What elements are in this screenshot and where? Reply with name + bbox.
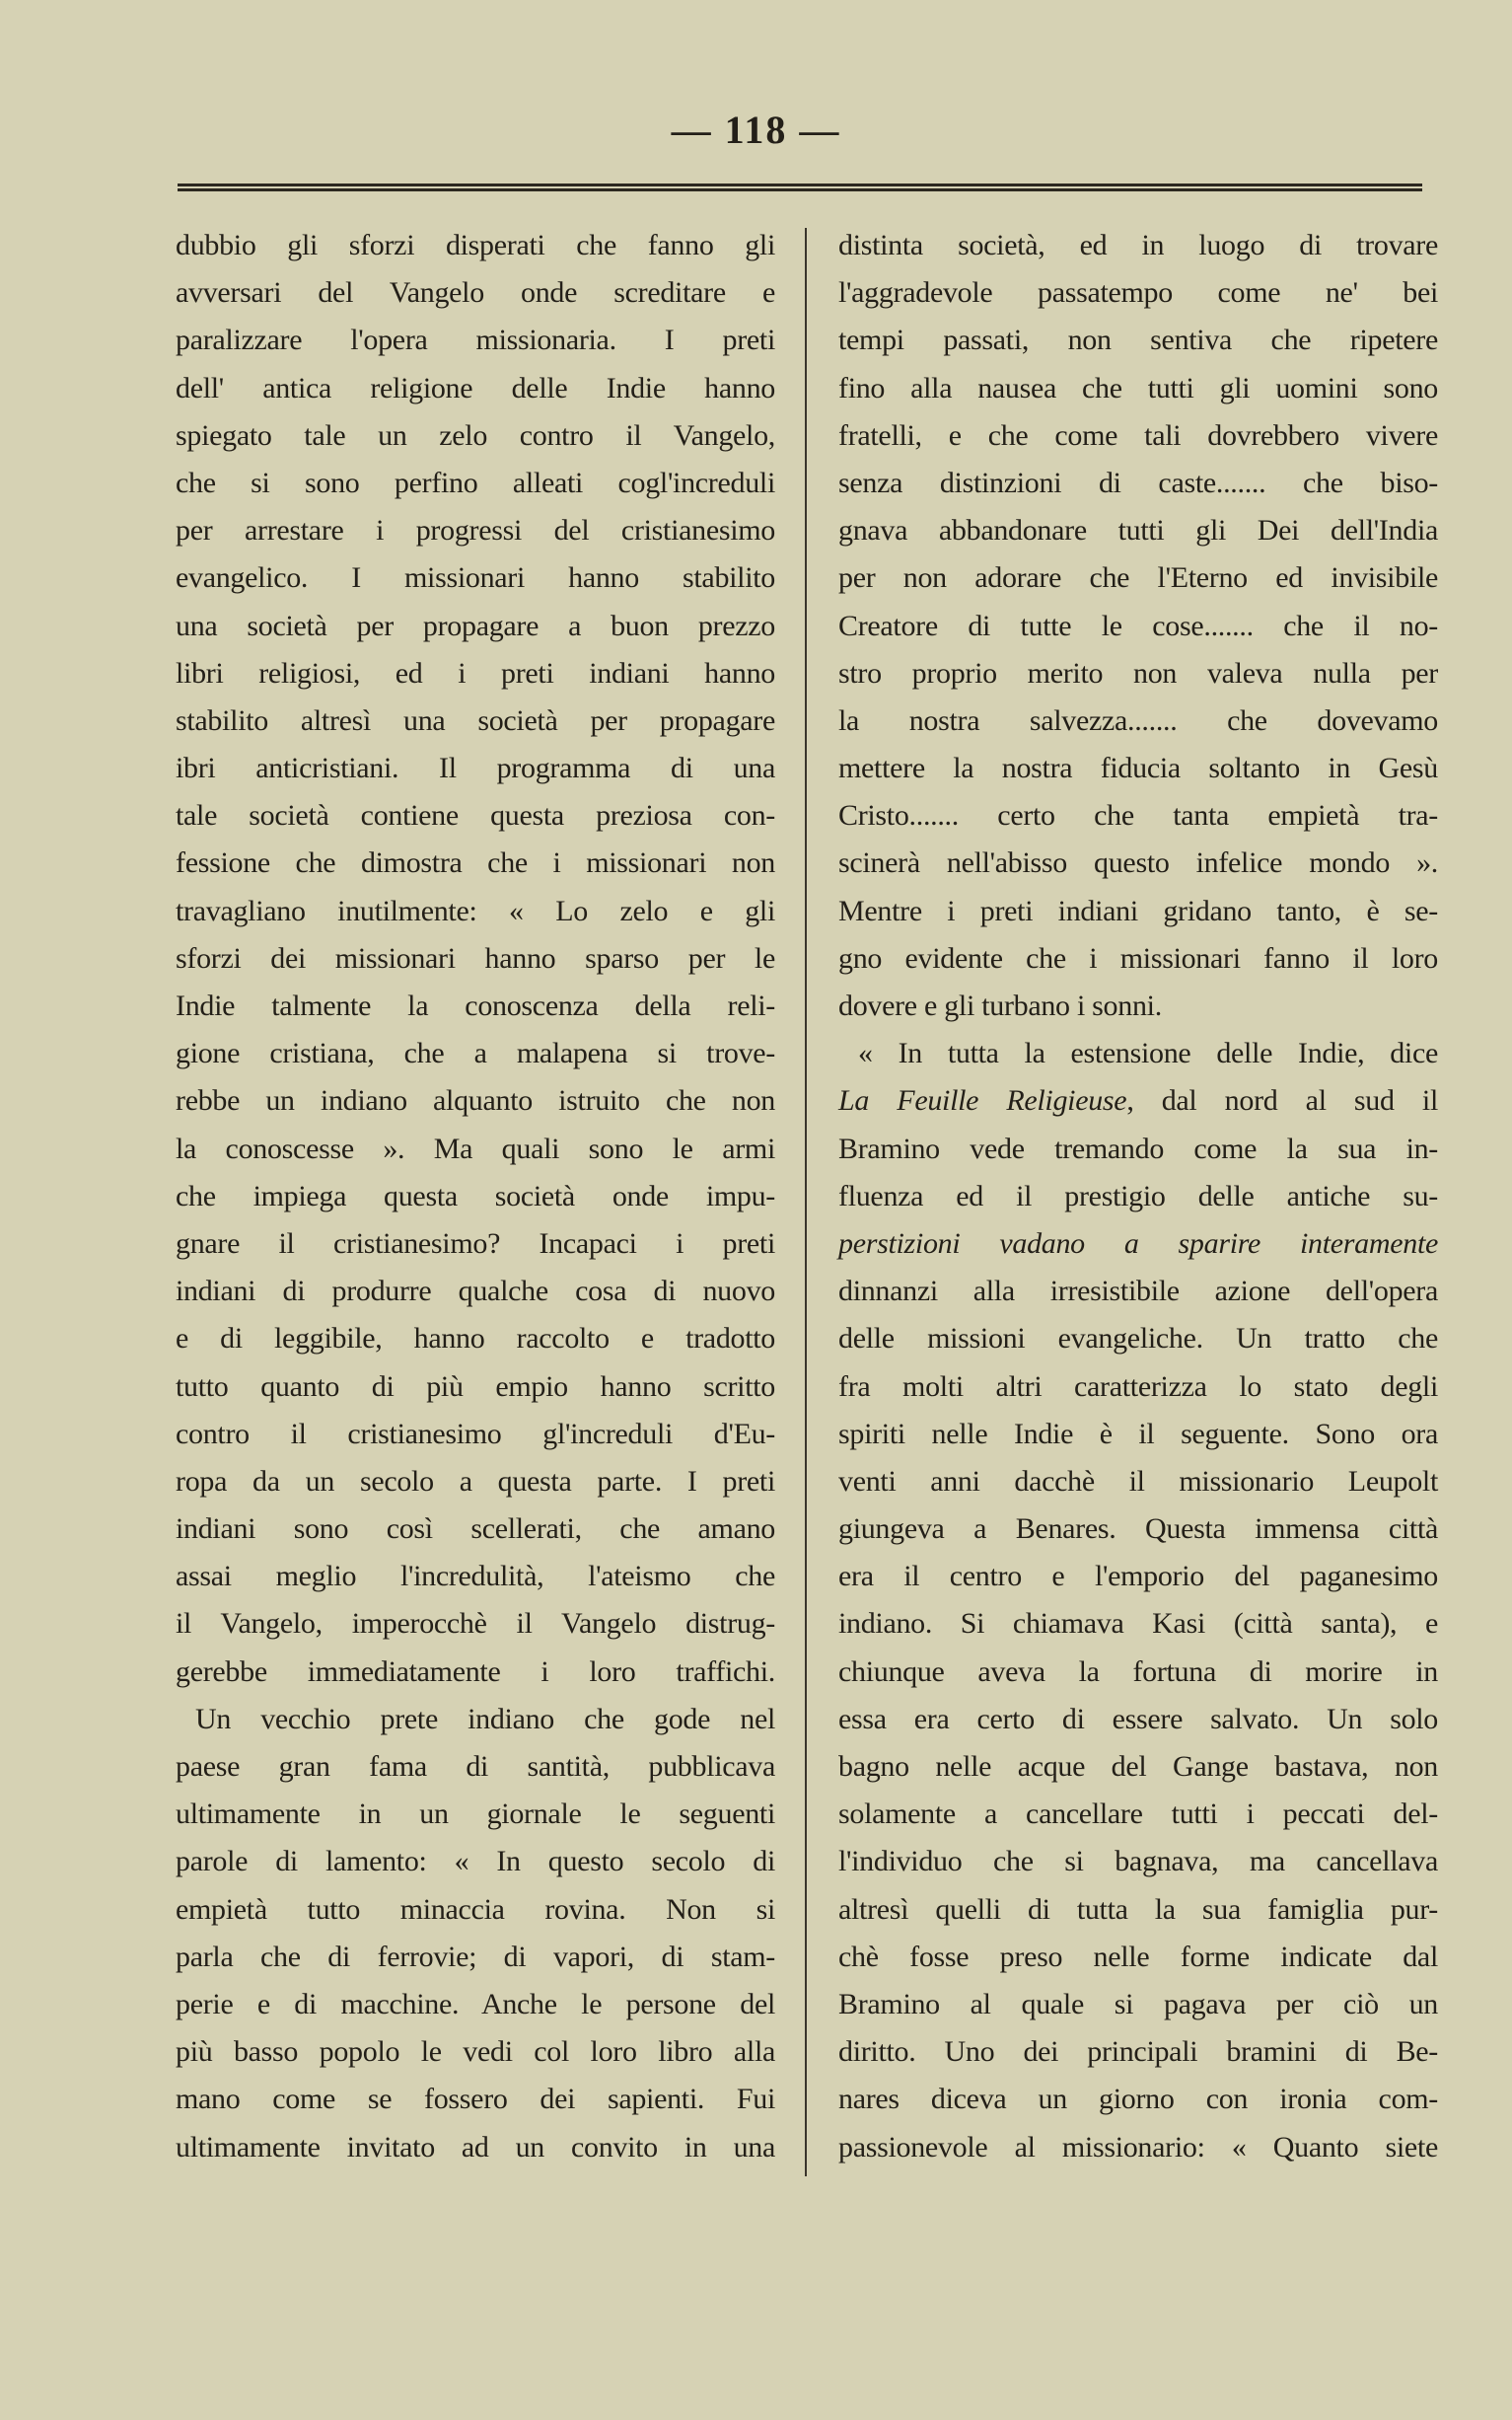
text-segment: delle missioni evangeliche. Un tratto che [838,1322,1438,1356]
text-line [838,1505,1438,1553]
text-line [838,603,1438,650]
text-line [838,460,1438,507]
text-line [838,1696,1438,1743]
text-line [176,507,775,554]
text-segment: indiani sono così scellerati, che amano [176,1512,775,1546]
text-segment: dinnanzi alla irresistibile azione dell'opera [838,1275,1438,1308]
text-line [838,269,1438,317]
text-segment: travagliano inutilmente: « Lo zelo e gli [176,894,775,927]
text-segment: stro proprio merito non valeva nulla per [838,656,1438,690]
text-segment: parla che di ferrovie; di vapori, di stam- [176,1940,775,1973]
text-segment: il Vangelo, imperocchè il Vangelo distrug- [176,1607,775,1641]
text-line [176,1411,775,1458]
text-segment: , dal nord al sud il [1126,1084,1438,1118]
text-line [176,1649,775,1696]
text-segment: indiani di produrre qualche cosa di nuovo [176,1275,775,1308]
text-line [176,1743,775,1791]
text-line [176,1126,775,1173]
text-segment: mettere la nostra fiducia soltanto in Gesù [838,752,1438,785]
text-segment: fra molti altri caratterizza lo stato degli [838,1369,1438,1403]
text-segment: l'aggradevole passatempo come ne' bei [838,276,1438,310]
text-line [838,1220,1438,1268]
text-segment: dubbio gli sforzi disperati che fanno gli [176,229,775,261]
text-line [176,650,775,697]
text-segment: gnava abbandonare tutti gli Dei dell'India [838,514,1438,548]
text-line [838,935,1438,983]
text-segment: Bramino al quale si pagava per ciò un [838,1987,1438,2020]
text-segment: tale società contiene questa preziosa con- [176,799,775,833]
text-segment: scinerà nell'abisso questo infelice mondo ». [838,846,1438,880]
text-segment: libri religiosi, ed i preti indiani hanno [176,656,775,690]
text-segment: e di leggibile, hanno raccolto e tradotto [176,1322,775,1356]
text-line [838,1981,1438,2028]
text-line [838,1838,1438,1885]
text-line [176,1220,775,1268]
text-segment: stabilito altresì una società per propagare [176,703,775,737]
text-line [838,745,1438,792]
text-line [176,1791,775,1838]
text-line [838,1934,1438,1981]
text-segment: una società per propagare a buon prezzo [176,609,775,642]
text-segment: distinta società, ed in luogo di trovare [838,229,1438,261]
text-segment: fino alla nausea che tutti gli uomini sono [838,371,1438,404]
text-line [176,935,775,983]
text-line [176,269,775,317]
text-segment: Bramino vede tremando come la sua in- [838,1132,1438,1165]
italic-text: perstizioni vadano a sparire interamente [838,1226,1438,1260]
text-segment: indiano. Si chiamava Kasi (città santa), e [838,1607,1438,1641]
text-segment: la conoscesse ». Ma quali sono le armi [176,1132,775,1165]
text-segment: che impiega questa società onde impu- [176,1179,775,1212]
text-line [838,1553,1438,1600]
text-segment: Creatore di tutte le cose....... che il no- [838,609,1438,642]
text-segment: l'individuo che si bagnava, ma cancellava [838,1845,1438,1878]
text-line [838,554,1438,602]
text-line [176,1553,775,1600]
text-segment: ropa da un secolo a questa parte. I preti [176,1464,775,1498]
text-line [176,412,775,460]
text-line [838,1030,1438,1077]
text-line [176,1173,775,1220]
text-line [176,1981,775,2028]
text-segment: dovere e gli turbano i sonni. [838,990,1162,1022]
text-line [838,983,1438,1030]
right-column [838,222,1438,2171]
text-line [838,1173,1438,1220]
text-segment: per arrestare i progressi del cristianesimo [176,514,775,548]
text-line [176,792,775,840]
text-line [176,840,775,887]
text-segment: sforzi dei missionari hanno sparso per le [176,941,775,975]
text-segment: gnare il cristianesimo? Incapaci i preti [176,1226,775,1260]
header-rule [178,183,1422,191]
text-line [838,317,1438,364]
text-line [176,1077,775,1125]
text-line [176,1458,775,1505]
text-segment: contro il cristianesimo gl'increduli d'Eu- [176,1417,775,1450]
text-line [838,1363,1438,1411]
text-line [838,1791,1438,1838]
text-segment: tempi passati, non sentiva che ripetere [838,324,1438,357]
text-segment: la nostra salvezza....... che dovevamo [838,703,1438,737]
text-line [838,412,1438,460]
text-line [176,554,775,602]
text-segment: fratelli, e che come tali dovrebbero vivere [838,418,1438,452]
text-segment: ultimamente invitato ad un convito in una [176,2130,775,2163]
text-segment: gerebbe immediatamente i loro traffichi. [176,1654,775,1688]
text-line [176,317,775,364]
text-segment: gione cristiana, che a malapena si trove- [176,1037,775,1070]
text-segment: senza distinzioni di caste....... che biso- [838,466,1438,499]
text-line [176,983,775,1030]
text-segment: spiegato tale un zelo contro il Vangelo, [176,418,775,452]
text-segment: più basso popolo le vedi col loro libro alla [176,2035,775,2069]
text-segment: spiriti nelle Indie è il seguente. Sono ora [838,1417,1438,1450]
text-segment: avversari del Vangelo onde screditare e [176,276,775,310]
text-line [838,1458,1438,1505]
text-line [838,365,1438,412]
text-line [838,1077,1438,1125]
text-line [838,888,1438,935]
text-line [176,2076,775,2123]
text-line [176,1886,775,1934]
text-line [838,1315,1438,1362]
text-segment: altresì quelli di tutta la sua famiglia pur- [838,1892,1438,1926]
text-line [176,222,775,269]
text-line [176,1315,775,1362]
text-segment: assai meglio l'incredulità, l'ateismo che [176,1560,775,1593]
text-line [838,1268,1438,1315]
text-segment: che si sono perfino alleati cogl'increduli [176,466,775,499]
italic-text: La Feuille Religieuse [838,1084,1127,1118]
text-segment: gno evidente che i missionari fanno il loro [838,941,1438,975]
text-segment: Un vecchio prete indiano che gode nel [195,1702,775,1735]
text-line [838,650,1438,697]
text-line [176,1505,775,1553]
text-segment: paese gran fama di santità, pubblicava [176,1750,775,1783]
text-line [838,507,1438,554]
text-line [838,1743,1438,1791]
text-segment: Mentre i preti indiani gridano tanto, è se- [838,894,1438,927]
text-segment: paralizzare l'opera missionaria. I preti [176,324,775,357]
text-line [176,697,775,745]
text-segment: era il centro e l'emporio del paganesimo [838,1560,1438,1593]
text-segment: per non adorare che l'Eterno ed invisibile [838,561,1438,595]
text-line [176,1030,775,1077]
text-segment: venti anni dacchè il missionario Leupolt [838,1464,1438,1498]
text-segment: Indie talmente la conoscenza della reli- [176,990,775,1022]
text-segment: essa era certo di essere salvato. Un solo [838,1702,1438,1735]
text-line [176,745,775,792]
text-line [838,1886,1438,1934]
text-line [838,1126,1438,1173]
text-line [176,888,775,935]
text-line [176,1838,775,1885]
text-line [838,1411,1438,1458]
text-line [176,2124,775,2171]
text-segment: parole di lamento: « In questo secolo di [176,1845,775,1878]
text-segment: giungeva a Benares. Questa immensa città [838,1512,1438,1546]
text-line [838,2124,1438,2171]
text-segment: chiunque aveva la fortuna di morire in [838,1654,1438,1688]
text-segment: mano come se fossero dei sapienti. Fui [176,2083,775,2116]
text-line [838,697,1438,745]
text-segment: fluenza ed il prestigio delle antiche su- [838,1179,1438,1212]
text-line [176,2028,775,2076]
text-segment: ultimamente in un giornale le seguenti [176,1797,775,1831]
text-segment: rebbe un indiano alquanto istruito che non [176,1084,775,1118]
text-line [176,1934,775,1981]
text-line [176,365,775,412]
left-column [176,222,775,2171]
text-segment: nares diceva un giorno con ironia com- [838,2083,1438,2116]
text-line [176,1268,775,1315]
text-line [838,1600,1438,1648]
text-segment: bagno nelle acque del Gange bastava, non [838,1750,1438,1783]
page-number: — 118 — [671,108,841,152]
text-line [176,460,775,507]
text-segment: dell' antica religione delle Indie hanno [176,371,775,404]
text-segment: passionevole al missionario: « Quanto siete [838,2130,1438,2163]
text-segment: solamente a cancellare tutti i peccati del- [838,1797,1438,1831]
text-line [176,1696,775,1743]
text-line [838,840,1438,887]
text-segment: empietà tutto minaccia rovina. Non si [176,1892,775,1926]
text-segment: « In tutta la estensione delle Indie, dice [858,1037,1438,1070]
text-line [838,792,1438,840]
text-segment: Cristo....... certo che tanta empietà tra- [838,799,1438,833]
text-line [176,1600,775,1648]
text-segment: diritto. Uno dei principali bramini di Be- [838,2035,1438,2069]
text-segment: evangelico. I missionari hanno stabilito [176,561,775,595]
text-line [838,1649,1438,1696]
column-divider [805,228,807,2176]
text-segment: perie e di macchine. Anche le persone del [176,1987,775,2020]
text-line [176,1363,775,1411]
text-segment: ibri anticristiani. Il programma di una [176,752,775,785]
text-line [838,2076,1438,2123]
text-line [176,603,775,650]
text-segment: fessione che dimostra che i missionari non [176,846,775,880]
text-line [838,222,1438,269]
text-segment: chè fosse preso nelle forme indicate dal [838,1940,1438,1973]
text-line [838,2028,1438,2076]
text-segment: tutto quanto di più empio hanno scritto [176,1369,775,1403]
